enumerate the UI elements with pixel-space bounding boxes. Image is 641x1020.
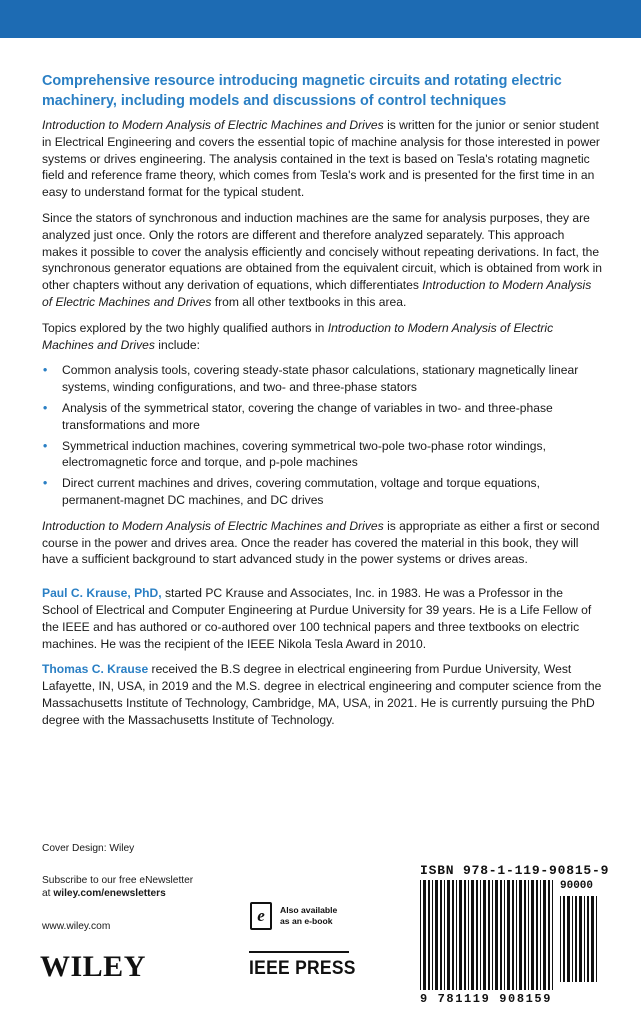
price-code: 90000 (560, 880, 594, 892)
author-bio-text: started PC Krause and Associates, Inc. in 1983. He was a Professor in the School of Electrical and Computer Engineering at Purdue University for 39 years. He is a Life Fellow of the IEEE and has authored or co-authored over 100 technical papers and three textbooks on electric machines. He was the recipient of the IEEE Nikola Tesla Award in 2010. (42, 586, 592, 651)
topics-text-after: include: (154, 337, 200, 352)
topics-list (42, 362, 602, 508)
stators-text-after: from all other textbooks in this area. (211, 294, 407, 309)
intro-text: is written for the junior or senior student in Electrical Engineering and covers the essential topic of machine analysis for those interested in power systems or drives engineering. The analysis contained in the text is based on Tesla's rotating magnetic field and reference frame theory, which comes from Tesla's work and is presented for the first time in an easy to understand format for the typical student. (42, 118, 600, 200)
bullet-icon: • (43, 476, 48, 491)
list-item: • Analysis of the symmetrical stator, covering the change of variables in two- and three-phase transformations and more (43, 400, 553, 432)
cover-design-credit: Cover Design: Wiley (42, 843, 135, 854)
book-title: Introduction to Modern Analysis of Electric Machines and Drives (42, 118, 384, 132)
book-title: Introduction to Modern Analysis of Electric Machines and Drives (42, 518, 384, 533)
ebook-text: Also available as an e-book (280, 905, 338, 926)
intro-paragraph (42, 117, 602, 201)
bullet-icon: • (43, 400, 48, 415)
author-name: Paul C. Krause, PhD, (42, 586, 162, 601)
headline: Comprehensive resource introducing magnetic circuits and rotating electric machinery, including models and discussions of control techniques (42, 73, 562, 109)
newsletter-link[interactable]: wiley.com/enewsletters (53, 888, 166, 899)
isbn-text: ISBN 978-1-119-90815-9 (420, 863, 610, 878)
stators-text-before: Since the stators of synchronous and induction machines are the same for analysis purposes, they are analyzed just once. Only the rotors are different and therefore analyzed separately. This approach makes it possible to cover the analysis efficiently and concisely without repeating derivations. In fact, the synchronous generator equations are obtained from the equivalent circuit, which is obtained from work in other chapters without any derivation of equations, which differentiates (42, 210, 602, 293)
author-bio-paul (42, 585, 602, 652)
back-cover-body (42, 72, 602, 738)
list-item: • Symmetrical induction machines, covering symmetrical two-pole two-phase rotor windings, electromagnetic force and torque, and p-pole machines (43, 438, 546, 470)
author-bio-text: received the B.S degree in electrical engineering from Purdue University, West Lafayette, IN, USA, in 2019 and the M.S. degree in electrical engineering and computer science from the Massachusetts Institute of Technology, Cambridge, MA, USA, in 2021. He is currently pursuing the PhD degree with the Massachusetts Institute of Technology. (42, 662, 602, 727)
book-title: Introduction to Modern Analysis of Electric Machines and Drives (42, 320, 554, 352)
newsletter-note: Subscribe to our free eNewsletter at wiley.com/enewsletters (42, 874, 242, 900)
stators-paragraph (42, 210, 602, 311)
bullet-icon: • (43, 363, 48, 378)
ebook-badge (250, 902, 390, 936)
newsletter-line: Subscribe to our free eNewsletter (42, 875, 194, 886)
closing-paragraph (42, 518, 602, 568)
author-name: Thomas C. Krause (42, 662, 149, 677)
ieee-press-logo: IEEE PRESS (249, 958, 356, 979)
author-bio-thomas (42, 661, 602, 728)
ieee-logo-rule (249, 951, 349, 953)
ebook-icon: e (250, 902, 272, 930)
book-title: Introduction to Modern Analysis of Electric Machines and Drives (42, 278, 592, 309)
closing-text: is appropriate as either a first or second course in the power and drives area. Once the reader has covered the material in this book, they will have a sufficient background to start advanced study in the power systems or drives areas. (42, 518, 600, 567)
barcode-icon (420, 880, 600, 992)
bullet-icon: • (43, 438, 48, 453)
wiley-logo: WILEY (40, 950, 146, 983)
topics-intro (42, 320, 602, 354)
top-color-bar (0, 0, 641, 38)
list-item: • Common analysis tools, covering steady-state phasor calculations, stationary magnetically linear systems, winding configurations, and two- and three-phase stators (43, 363, 579, 395)
list-item: • Direct current machines and drives, covering commutation, voltage and torque equations, permanent-magnet DC machines, and DC drives (43, 476, 540, 507)
ean-digits: 9 781119 908159 (420, 992, 553, 1006)
website-link[interactable]: www.wiley.com (42, 921, 111, 932)
topics-text-before: Topics explored by the two highly qualified authors in (42, 320, 328, 335)
